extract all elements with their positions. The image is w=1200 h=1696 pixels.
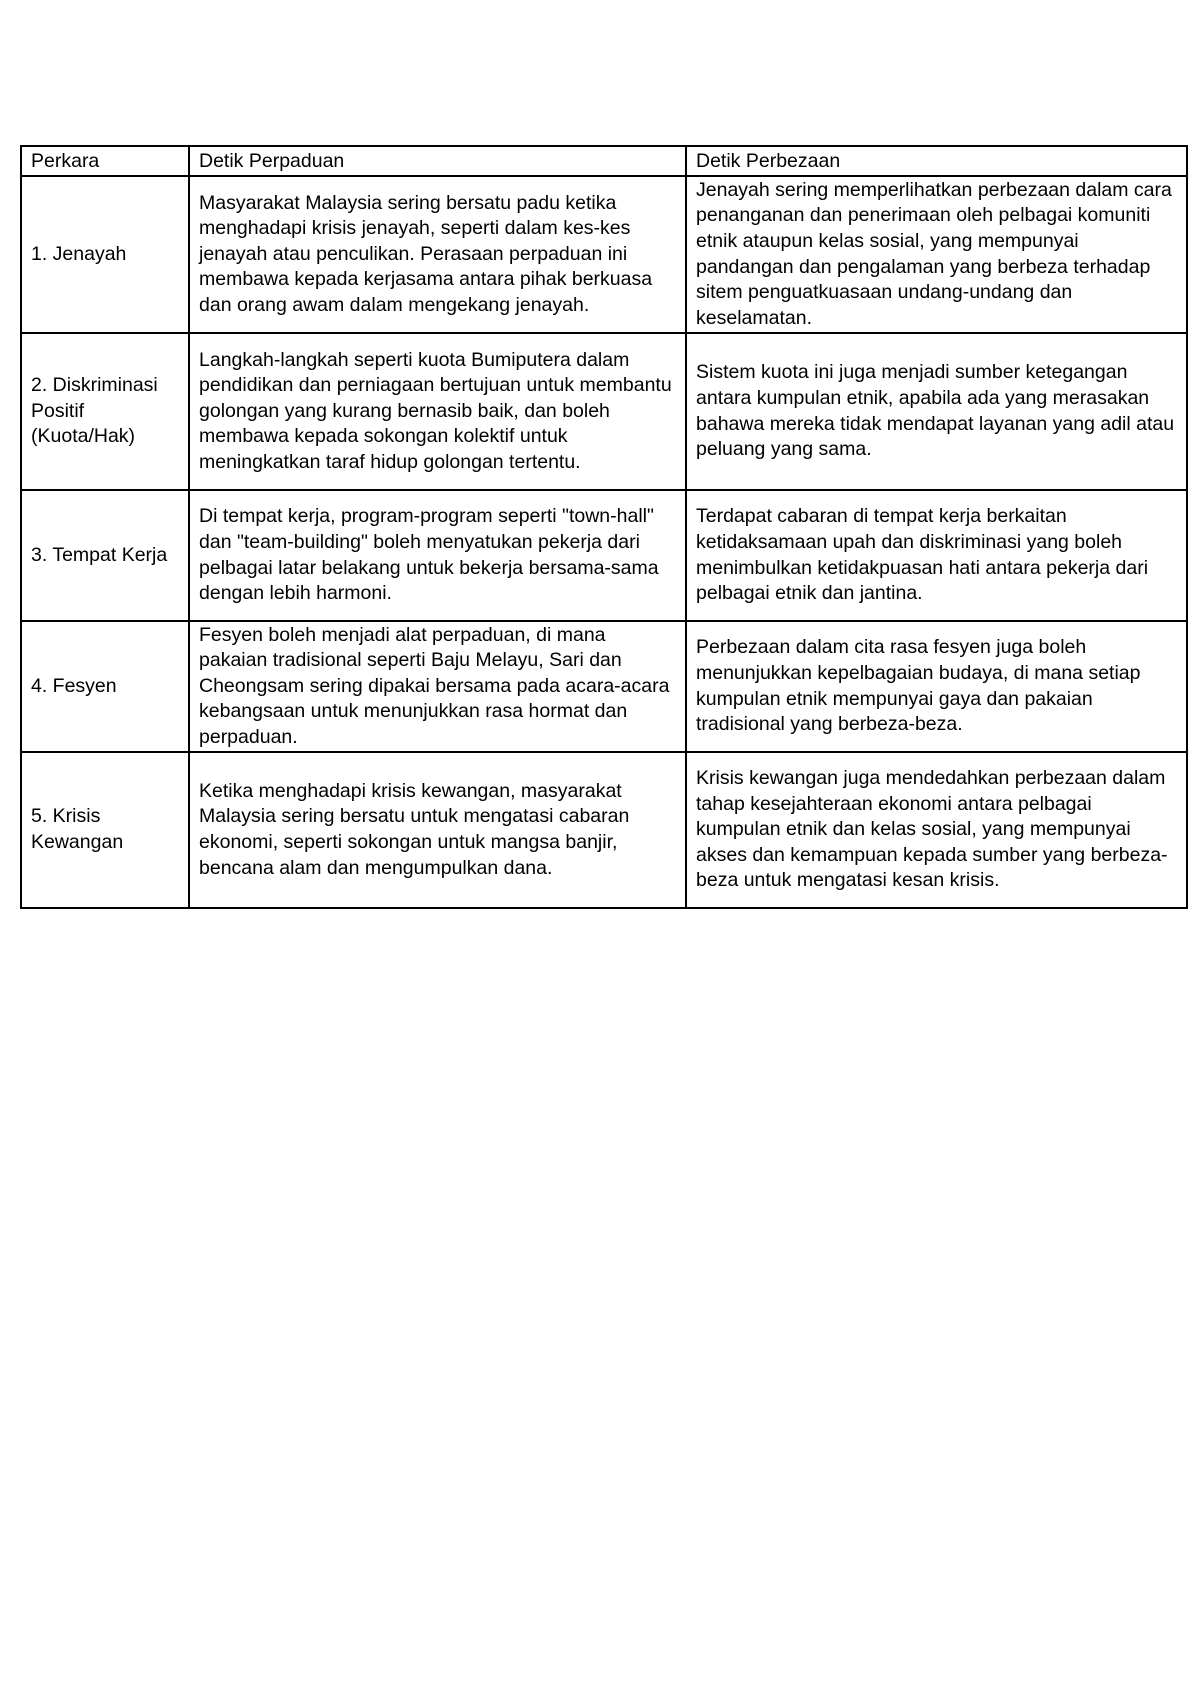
- cell-perkara: 4. Fesyen: [21, 621, 189, 752]
- cell-perbezaan: Sistem kuota ini juga menjadi sumber ketegangan antara kumpulan etnik, apabila ada yang merasakan bahawa mereka tidak mendapat layanan yang adil atau peluang yang sama.: [686, 333, 1187, 490]
- cell-perbezaan: Perbezaan dalam cita rasa fesyen juga boleh menunjukkan kepelbagaian budaya, di mana setiap kumpulan etnik mempunyai gaya dan pakaian tradisional yang berbeza-beza.: [686, 621, 1187, 752]
- cell-perbezaan: Jenayah sering memperlihatkan perbezaan dalam cara penanganan dan penerimaan oleh pelbagai komuniti etnik ataupun kelas sosial, yang mempunyai pandangan dan pengalaman yang berbeza terhadap sitem penguatkuasaan undang-undang dan keselamatan.: [686, 176, 1187, 333]
- comparison-table: [20, 145, 1188, 909]
- cell-perkara: 1. Jenayah: [21, 176, 189, 333]
- cell-perkara: 2. Diskriminasi Positif (Kuota/Hak): [21, 333, 189, 490]
- cell-perpaduan: Di tempat kerja, program-program seperti "town-hall" dan "team-building" boleh menyatukan pekerja dari pelbagai latar belakang untuk bekerja bersama-sama dengan lebih harmoni.: [189, 490, 686, 621]
- cell-perpaduan: Langkah-langkah seperti kuota Bumiputera dalam pendidikan dan perniagaan bertujuan untuk membantu golongan yang kurang bernasib baik, dan boleh membawa kepada sokongan kolektif untuk meningkatkan taraf hidup golongan tertentu.: [189, 333, 686, 490]
- table-row: [21, 333, 1187, 490]
- cell-perpaduan: Masyarakat Malaysia sering bersatu padu ketika menghadapi krisis jenayah, seperti dalam kes-kes jenayah atau penculikan. Perasaan perpaduan ini membawa kepada kerjasama antara pihak berkuasa dan orang awam dalam mengekang jenayah.: [189, 176, 686, 333]
- cell-perpaduan: Ketika menghadapi krisis kewangan, masyarakat Malaysia sering bersatu untuk mengatasi cabaran ekonomi, seperti sokongan untuk mangsa banjir, bencana alam dan mengumpulkan dana.: [189, 752, 686, 908]
- cell-perpaduan: Fesyen boleh menjadi alat perpaduan, di mana pakaian tradisional seperti Baju Melayu, Sari dan Cheongsam sering dipakai bersama pada acara-acara kebangsaan untuk menunjukkan rasa hormat dan perpaduan.: [189, 621, 686, 752]
- table-row: [21, 176, 1187, 333]
- table-header-row: [21, 146, 1187, 176]
- cell-perkara: 3. Tempat Kerja: [21, 490, 189, 621]
- cell-perbezaan: Terdapat cabaran di tempat kerja berkaitan ketidaksamaan upah dan diskriminasi yang boleh menimbulkan ketidakpuasan hati antara pekerja dari pelbagai etnik dan jantina.: [686, 490, 1187, 621]
- header-perkara: Perkara: [21, 146, 189, 176]
- header-detik-perpaduan: Detik Perpaduan: [189, 146, 686, 176]
- table-row: [21, 752, 1187, 908]
- table-row: [21, 621, 1187, 752]
- cell-perkara: 5. Krisis Kewangan: [21, 752, 189, 908]
- cell-perbezaan: Krisis kewangan juga mendedahkan perbezaan dalam tahap kesejahteraan ekonomi antara pelbagai kumpulan etnik dan kelas sosial, yang mempunyai akses dan kemampuan kepada sumber yang berbeza-beza untuk mengatasi kesan krisis.: [686, 752, 1187, 908]
- header-detik-perbezaan: Detik Perbezaan: [686, 146, 1187, 176]
- table-row: [21, 490, 1187, 621]
